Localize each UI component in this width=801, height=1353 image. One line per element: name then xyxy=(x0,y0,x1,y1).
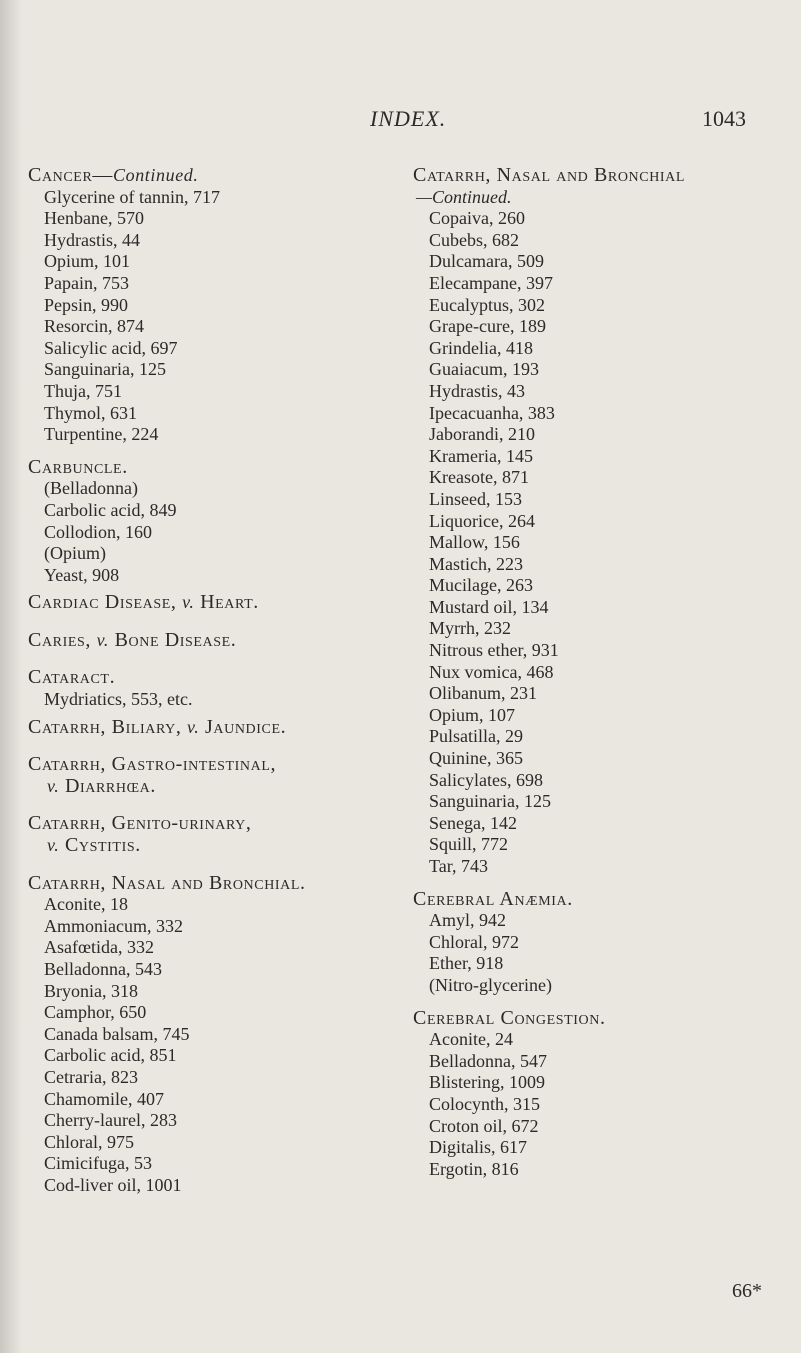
list-item: Henbane, 570 xyxy=(44,208,144,229)
list-item: Tar, 743 xyxy=(429,856,489,876)
list-item: Cubebs, 682 xyxy=(429,229,519,250)
entry-catarrh-nasal-continued xyxy=(413,165,798,878)
list-item: Squill, 772 xyxy=(429,834,509,855)
list-item: Guaiacum, 193 xyxy=(429,359,539,380)
list-item: Ergotin, 816 xyxy=(429,1158,519,1179)
list-item: Aconite, 18 xyxy=(44,894,128,915)
list-item: Resorcin, 874 xyxy=(44,316,144,337)
list-item: Bryonia, 318 xyxy=(44,980,138,1001)
right-column xyxy=(413,165,798,1180)
page-number: 1043 xyxy=(702,106,746,131)
list-item: Nux vomica, 468 xyxy=(429,661,554,682)
entry-cataract xyxy=(28,667,373,710)
list-item: Opium, 107 xyxy=(429,704,516,725)
entry-cerebral-anaemia xyxy=(413,889,798,997)
list-item: Cherry-laurel, 283 xyxy=(44,1110,177,1131)
list-item: Ipecacuanha, 383 xyxy=(429,402,555,423)
list-item: Eucalyptus, 302 xyxy=(429,294,545,315)
list-item: Mydriatics, 553, etc. xyxy=(44,689,193,710)
list-item: Collodion, 160 xyxy=(44,521,153,542)
list-item: (Belladonna) xyxy=(44,478,138,499)
list-item: Elecampane, 397 xyxy=(429,272,553,293)
continued-label: —Continued. xyxy=(416,186,512,207)
page-title: INDEX. xyxy=(370,106,447,131)
list-item: Thymol, 631 xyxy=(44,402,137,423)
list-item: Ether, 918 xyxy=(429,953,504,974)
list-item: Copaiva, 260 xyxy=(429,208,525,229)
list-item: Amyl, 942 xyxy=(429,910,507,931)
entry-cerebral-congestion xyxy=(413,1008,798,1181)
list-item: Mastich, 223 xyxy=(429,553,523,574)
list-item: Chloral, 972 xyxy=(429,931,519,952)
list-item: Carbolic acid, 849 xyxy=(44,499,177,520)
list-item: Salicylates, 698 xyxy=(429,769,543,790)
list-item: Grindelia, 418 xyxy=(429,337,533,358)
list-item: Myrrh, 232 xyxy=(429,618,511,639)
list-item: Turpentine, 224 xyxy=(44,424,159,445)
entry-heading: Catarrh, Nasal and Bronchial. xyxy=(28,871,306,894)
list-item: Cetraria, 823 xyxy=(44,1066,138,1087)
list-item: Pulsatilla, 29 xyxy=(429,726,523,747)
list-item: Belladonna, 543 xyxy=(44,959,162,979)
entry-carbuncle xyxy=(28,457,373,587)
list-item: Sanguinaria, 125 xyxy=(429,791,551,812)
cross-reference: v. Cystitis. xyxy=(47,834,141,857)
list-item: Chamomile, 407 xyxy=(44,1088,164,1109)
entry-cardiac xyxy=(28,592,373,614)
list-item: (Opium) xyxy=(44,543,106,564)
entry-heading: Cancer—Continued. xyxy=(28,164,199,186)
list-item: Carbolic acid, 851 xyxy=(44,1045,177,1066)
list-item: Mucilage, 263 xyxy=(429,575,533,596)
list-item: Belladonna, 547 xyxy=(429,1050,547,1071)
signature-mark: 66* xyxy=(732,1280,762,1302)
list-item: Croton oil, 672 xyxy=(429,1115,539,1136)
list-item: Hydrastis, 43 xyxy=(429,380,525,401)
list-item: Thuja, 751 xyxy=(44,380,122,401)
entry-cancer xyxy=(28,165,373,446)
list-item: Salicylic acid, 697 xyxy=(44,337,178,358)
list-item: (Nitro-glycerine) xyxy=(429,974,552,995)
entry-heading: Cataract. xyxy=(28,666,116,689)
list-item: Ammoniacum, 332 xyxy=(44,915,183,936)
entry-catarrh-biliary xyxy=(28,717,373,739)
list-item: Canada balsam, 745 xyxy=(44,1023,190,1044)
list-item: Quinine, 365 xyxy=(429,748,523,769)
list-item: Mallow, 156 xyxy=(429,532,520,553)
entry-heading: Catarrh, Nasal and Bronchial xyxy=(413,164,686,186)
list-item: Pepsin, 990 xyxy=(44,294,129,315)
entry-catarrh-nasal xyxy=(28,873,373,1197)
list-item: Chloral, 975 xyxy=(44,1131,134,1152)
entry-catarrh-genito xyxy=(28,813,373,856)
cross-reference: v. Diarrhœa. xyxy=(47,774,156,797)
list-item: Glycerine of tannin, 717 xyxy=(44,186,220,207)
list-item: Hydrastis, 44 xyxy=(44,229,140,250)
list-item: Sanguinaria, 125 xyxy=(44,359,166,380)
list-item: Opium, 101 xyxy=(44,251,131,272)
list-item: Camphor, 650 xyxy=(44,1002,147,1023)
list-item: Blistering, 1009 xyxy=(429,1072,545,1093)
entry-catarrh-gastro xyxy=(28,754,373,797)
list-item: Asafœtida, 332 xyxy=(44,937,154,958)
entry-caries xyxy=(28,630,373,652)
list-item: Cod-liver oil, 1001 xyxy=(44,1174,182,1195)
list-item: Aconite, 24 xyxy=(429,1029,513,1050)
list-item: Senega, 142 xyxy=(429,812,517,833)
list-item: Colocynth, 315 xyxy=(429,1093,540,1114)
list-item: Yeast, 908 xyxy=(44,564,120,585)
list-item: Cimicifuga, 53 xyxy=(44,1153,152,1174)
entry-heading: Cardiac Disease, v. Heart. xyxy=(28,591,259,614)
list-item: Jaborandi, 210 xyxy=(429,424,535,445)
entry-heading: Carbuncle. xyxy=(28,455,128,478)
list-item: Kreasote, 871 xyxy=(429,467,529,488)
entry-heading: Catarrh, Biliary, v. Jaundice. xyxy=(28,715,287,738)
entry-heading: Cerebral Anæmia. xyxy=(413,887,573,910)
entry-heading: Catarrh, Gastro-intestinal, xyxy=(28,753,277,776)
left-column xyxy=(28,165,373,1197)
list-item: Linseed, 153 xyxy=(429,488,522,509)
list-item: Nitrous ether, 931 xyxy=(429,640,559,661)
list-item: Mustard oil, 134 xyxy=(429,596,549,617)
list-item: Krameria, 145 xyxy=(429,445,533,466)
running-head xyxy=(0,106,801,136)
list-item: Liquorice, 264 xyxy=(429,510,535,531)
list-item: Digitalis, 617 xyxy=(429,1137,527,1158)
entry-heading: Caries, v. Bone Disease. xyxy=(28,628,237,651)
list-item: Dulcamara, 509 xyxy=(429,251,544,272)
entry-heading: Cerebral Congestion. xyxy=(413,1006,606,1029)
list-item: Papain, 753 xyxy=(44,272,129,293)
list-item: Grape-cure, 189 xyxy=(429,316,546,337)
list-item: Olibanum, 231 xyxy=(429,683,537,704)
page-edge-shadow xyxy=(0,0,22,1353)
entry-heading: Catarrh, Genito-urinary, xyxy=(28,812,252,835)
